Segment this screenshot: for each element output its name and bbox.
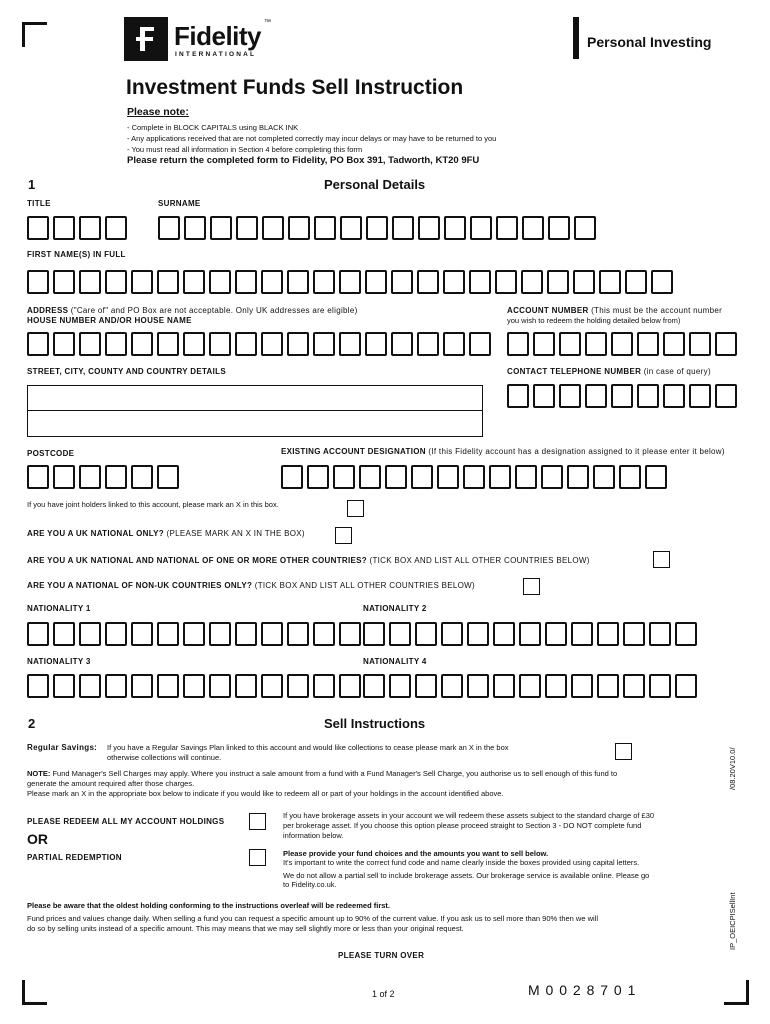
char-box[interactable] [559, 332, 581, 356]
corner-mark-top-left [22, 22, 47, 47]
char-box[interactable] [623, 622, 645, 646]
form-reference: M 0 0 2 8 7 0 1 [528, 982, 637, 998]
note-line-2: - Any applications received that are not completed correctly may incur delays or may have to be returned to you [127, 134, 497, 143]
section2-heading: Sell Instructions [324, 716, 426, 731]
char-box[interactable] [27, 674, 49, 698]
char-box[interactable] [105, 270, 127, 294]
char-box[interactable] [79, 622, 101, 646]
char-box[interactable] [105, 216, 127, 240]
char-box[interactable] [545, 674, 567, 698]
street-label: STREET, CITY, COUNTY AND COUNTRY DETAILS [27, 367, 226, 376]
non-uk-question [27, 581, 475, 590]
char-box[interactable] [79, 674, 101, 698]
char-box[interactable] [391, 270, 413, 294]
char-box[interactable] [27, 622, 49, 646]
char-box[interactable] [235, 622, 257, 646]
char-box[interactable] [235, 332, 257, 356]
char-box[interactable] [645, 465, 667, 489]
brand-tm: ™ [264, 19, 271, 26]
char-box[interactable] [392, 216, 414, 240]
char-box[interactable] [365, 270, 387, 294]
char-box[interactable] [307, 465, 329, 489]
joint-holders-text: If you have joint holders linked to this account, please mark an X in this box. [27, 500, 279, 509]
char-box[interactable] [287, 270, 309, 294]
char-box[interactable] [597, 622, 619, 646]
return-address: Please return the completed form to Fidelity, PO Box 391, Tadworth, KT20 9FU [127, 155, 480, 166]
title-boxes[interactable] [27, 216, 131, 240]
char-box[interactable] [131, 332, 153, 356]
char-box[interactable] [339, 332, 361, 356]
char-box[interactable] [27, 465, 49, 489]
char-box[interactable] [467, 622, 489, 646]
phone-label-text: CONTACT TELEPHONE NUMBER [507, 367, 642, 376]
char-box[interactable] [649, 674, 671, 698]
nationality-3-label: NATIONALITY 3 [27, 657, 91, 666]
side-code-version: /08.20V10.0/ [728, 747, 737, 790]
designation-label [281, 447, 725, 456]
uk-and-other-note: (TICK BOX AND LIST ALL OTHER COUNTRIES BELOW) [369, 556, 590, 565]
or-label: OR [27, 831, 48, 847]
char-box[interactable] [261, 674, 283, 698]
char-box[interactable] [493, 674, 515, 698]
nationality-4-label: NATIONALITY 4 [363, 657, 427, 666]
title-label: TITLE [27, 199, 51, 208]
char-box[interactable] [314, 216, 336, 240]
char-box[interactable] [53, 674, 75, 698]
regular-savings-label: Regular Savings: [27, 743, 98, 752]
brokerage-text-1: If you have brokerage assets in your account we will redeem these assets subject to the standard charge of £30 [283, 811, 655, 820]
char-box[interactable] [417, 270, 439, 294]
char-box[interactable] [287, 622, 309, 646]
note-text-1: Fund Manager's Sell Charges may apply. Where you instruct a sale amount from a fund with a Fund Manager's Sell Charge, you authorise us to sell enough of this fund to [52, 769, 618, 778]
notes-heading: Please note: [127, 106, 189, 118]
char-box[interactable] [236, 216, 258, 240]
phone-note: (in case of query) [643, 367, 711, 376]
redeem-all-label: PLEASE REDEEM ALL MY ACCOUNT HOLDINGS [27, 817, 225, 826]
char-box[interactable] [418, 216, 440, 240]
address-note: ("Care of" and PO Box are not acceptable. Only UK addresses are eligible) [70, 306, 358, 315]
char-box[interactable] [389, 622, 411, 646]
page-number: 1 of 2 [372, 989, 395, 999]
char-box[interactable] [281, 465, 303, 489]
house-label: HOUSE NUMBER AND/OR HOUSE NAME [27, 316, 192, 325]
char-box[interactable] [593, 465, 615, 489]
nationality-4-boxes[interactable] [363, 674, 701, 698]
char-box[interactable] [313, 674, 335, 698]
brand-name: Fidelity [174, 21, 262, 51]
char-box[interactable] [441, 674, 463, 698]
char-box[interactable] [235, 270, 257, 294]
uk-only-label: ARE YOU A UK NATIONAL ONLY? [27, 529, 164, 538]
char-box[interactable] [340, 216, 362, 240]
char-box[interactable] [637, 384, 659, 408]
regular-savings-text-2: otherwise collections will continue. [107, 753, 222, 762]
non-uk-note: (TICK BOX AND LIST ALL OTHER COUNTRIES BELOW) [254, 581, 475, 590]
char-box[interactable] [611, 384, 633, 408]
char-box[interactable] [183, 622, 205, 646]
account-label [507, 306, 722, 315]
char-box[interactable] [415, 622, 437, 646]
note-text-3: Please mark an X in the appropriate box below to indicate if you would like to redeem all or part of your holdings in the account identified above. [27, 789, 504, 798]
division-label: Personal Investing [587, 34, 712, 50]
char-box[interactable] [389, 674, 411, 698]
char-box[interactable] [105, 465, 127, 489]
char-box[interactable] [571, 622, 593, 646]
char-box[interactable] [363, 674, 385, 698]
house-boxes[interactable] [27, 332, 495, 356]
partial-redemption-checkbox[interactable] [249, 849, 266, 866]
corner-mark-bottom-left [22, 980, 47, 1005]
char-box[interactable] [415, 674, 437, 698]
char-box[interactable] [287, 332, 309, 356]
note-line-3: - You must read all information in Section 4 before completing this form [127, 145, 363, 154]
brokerage-text-2: per brokerage asset. If you choose this option please proceed straight to Section 3 - DO NOT complete fund [283, 821, 642, 830]
char-box[interactable] [637, 332, 659, 356]
char-box[interactable] [567, 465, 589, 489]
char-box[interactable] [496, 216, 518, 240]
designation-note: (If this Fidelity account has a designation assigned to it please enter it below) [428, 447, 725, 456]
turn-over-text: PLEASE TURN OVER [338, 951, 425, 960]
char-box[interactable] [210, 216, 232, 240]
char-box[interactable] [585, 332, 607, 356]
char-box[interactable] [675, 622, 697, 646]
uk-and-other-label: ARE YOU A UK NATIONAL AND NATIONAL OF ONE OR MORE OTHER COUNTRIES? [27, 556, 367, 565]
note-text-2: generate the amount required after those charges. [27, 779, 195, 788]
char-box[interactable] [715, 332, 737, 356]
char-box[interactable] [489, 465, 511, 489]
nationality-2-label: NATIONALITY 2 [363, 604, 427, 613]
char-box[interactable] [53, 216, 75, 240]
char-box[interactable] [209, 622, 231, 646]
logo-mark-icon [124, 17, 168, 61]
address-label-text: ADDRESS [27, 306, 69, 315]
char-box[interactable] [261, 270, 283, 294]
char-box[interactable] [493, 622, 515, 646]
phone-label [507, 367, 711, 376]
char-box[interactable] [27, 332, 49, 356]
char-box[interactable] [333, 465, 355, 489]
char-box[interactable] [689, 384, 711, 408]
side-code-form: IP_OEICPISellInt [728, 892, 737, 950]
char-box[interactable] [411, 465, 433, 489]
char-box[interactable] [131, 622, 153, 646]
char-box[interactable] [157, 674, 179, 698]
brand-sub: INTERNATIONAL [175, 51, 257, 58]
fidelity-logo [124, 17, 274, 61]
char-box[interactable] [79, 270, 101, 294]
char-box[interactable] [507, 332, 529, 356]
char-box[interactable] [443, 270, 465, 294]
char-box[interactable] [235, 674, 257, 698]
account-note-2: you wish to redeem the holding detailed below from) [507, 316, 681, 325]
char-box[interactable] [79, 332, 101, 356]
designation-label-text: EXISTING ACCOUNT DESIGNATION [281, 447, 426, 456]
prices-text-1: Fund prices and values change daily. When selling a fund you can request a specific amount up to 90% of the current value. If you ask us to sell more than 90% then we will [27, 914, 599, 923]
section2-number: 2 [28, 716, 36, 731]
provide-text: It's important to write the correct fund code and name clearly inside the boxes provided using capital letters. [283, 858, 640, 867]
street-field-2[interactable] [27, 411, 483, 437]
char-box[interactable] [184, 216, 206, 240]
char-box[interactable] [365, 332, 387, 356]
partial-note-1: We do not allow a partial sell to include brokerage assets. Our brokerage service is available online. Please go [283, 871, 650, 880]
char-box[interactable] [548, 216, 570, 240]
char-box[interactable] [441, 622, 463, 646]
char-box[interactable] [649, 622, 671, 646]
page-title: Investment Funds Sell Instruction [126, 76, 464, 99]
char-box[interactable] [261, 332, 283, 356]
char-box[interactable] [467, 674, 489, 698]
section1-number: 1 [28, 177, 36, 192]
char-box[interactable] [209, 270, 231, 294]
char-box[interactable] [437, 465, 459, 489]
char-box[interactable] [53, 270, 75, 294]
char-box[interactable] [469, 332, 491, 356]
char-box[interactable] [363, 622, 385, 646]
phone-boxes[interactable] [507, 384, 741, 408]
char-box[interactable] [105, 332, 127, 356]
char-box[interactable] [366, 216, 388, 240]
char-box[interactable] [611, 332, 633, 356]
non-uk-label: ARE YOU A NATIONAL OF NON-UK COUNTRIES ONLY? [27, 581, 253, 590]
char-box[interactable] [183, 270, 205, 294]
char-box[interactable] [339, 622, 361, 646]
char-box[interactable] [515, 465, 537, 489]
note-label: NOTE: [27, 769, 51, 778]
nationality-3-boxes[interactable] [27, 674, 365, 698]
regular-savings-text-1: If you have a Regular Savings Plan linked to this account and would like collections to cease please mark an X in the box [107, 743, 509, 752]
char-box[interactable] [105, 622, 127, 646]
char-box[interactable] [183, 674, 205, 698]
partial-note-2: to Fidelity.co.uk. [283, 880, 337, 889]
char-box[interactable] [391, 332, 413, 356]
char-box[interactable] [157, 332, 179, 356]
designation-boxes[interactable] [281, 465, 671, 489]
char-box[interactable] [571, 674, 593, 698]
header-divider-bar [573, 17, 579, 59]
char-box[interactable] [261, 622, 283, 646]
nationality-1-label: NATIONALITY 1 [27, 604, 91, 613]
partial-redemption-label: PARTIAL REDEMPTION [27, 853, 122, 862]
char-box[interactable] [585, 384, 607, 408]
oldest-holding-text: Please be aware that the oldest holding conforming to the instructions overleaf will be redeemed first. [27, 901, 390, 910]
regular-savings-checkbox[interactable] [615, 743, 632, 760]
char-box[interactable] [313, 622, 335, 646]
char-box[interactable] [131, 465, 153, 489]
char-box[interactable] [689, 332, 711, 356]
note-line-1: - Complete in BLOCK CAPITALS using BLACK INK [127, 123, 299, 132]
char-box[interactable] [157, 622, 179, 646]
char-box[interactable] [573, 270, 595, 294]
char-box[interactable] [533, 332, 555, 356]
char-box[interactable] [131, 674, 153, 698]
char-box[interactable] [522, 216, 544, 240]
non-uk-checkbox[interactable] [523, 578, 540, 595]
char-box[interactable] [313, 270, 335, 294]
surname-boxes[interactable] [158, 216, 600, 240]
char-box[interactable] [158, 216, 180, 240]
char-box[interactable] [183, 332, 205, 356]
corner-mark-bottom-right [724, 980, 749, 1005]
char-box[interactable] [519, 674, 541, 698]
char-box[interactable] [444, 216, 466, 240]
postcode-label: POSTCODE [27, 449, 75, 458]
char-box[interactable] [495, 270, 517, 294]
char-box[interactable] [262, 216, 284, 240]
nationality-2-boxes[interactable] [363, 622, 701, 646]
char-box[interactable] [443, 332, 465, 356]
char-box[interactable] [339, 674, 361, 698]
char-box[interactable] [79, 216, 101, 240]
char-box[interactable] [470, 216, 492, 240]
postcode-boxes[interactable] [27, 465, 183, 489]
prices-text-2: do so by selling units instead of a specific amount. This may means that we may sell slightly more or less than your original request. [27, 924, 464, 933]
char-box[interactable] [53, 332, 75, 356]
firstnames-label: FIRST NAME(S) IN FULL [27, 250, 126, 259]
char-box[interactable] [519, 622, 541, 646]
account-note-1: (This must be the account number [591, 306, 723, 315]
char-box[interactable] [313, 332, 335, 356]
char-box[interactable] [209, 674, 231, 698]
char-box[interactable] [339, 270, 361, 294]
char-box[interactable] [675, 674, 697, 698]
nationality-1-boxes[interactable] [27, 622, 365, 646]
char-box[interactable] [287, 674, 309, 698]
uk-only-checkbox[interactable] [335, 527, 352, 544]
char-box[interactable] [623, 674, 645, 698]
char-box[interactable] [541, 465, 563, 489]
char-box[interactable] [599, 270, 621, 294]
char-box[interactable] [651, 270, 673, 294]
char-box[interactable] [417, 332, 439, 356]
char-box[interactable] [559, 384, 581, 408]
char-box[interactable] [53, 465, 75, 489]
char-box[interactable] [157, 465, 179, 489]
provide-bold: Please provide your fund choices and the amounts you want to sell below. [283, 849, 549, 858]
uk-and-other-checkbox[interactable] [653, 551, 670, 568]
uk-only-note: (PLEASE MARK AN X IN THE BOX) [166, 529, 305, 538]
char-box[interactable] [469, 270, 491, 294]
char-box[interactable] [27, 270, 49, 294]
account-number-boxes[interactable] [507, 332, 741, 356]
char-box[interactable] [663, 332, 685, 356]
char-box[interactable] [79, 465, 101, 489]
uk-and-other-question [27, 556, 590, 565]
char-box[interactable] [574, 216, 596, 240]
joint-holders-checkbox[interactable] [347, 500, 364, 517]
char-box[interactable] [105, 674, 127, 698]
redeem-all-checkbox[interactable] [249, 813, 266, 830]
account-label-text: ACCOUNT NUMBER [507, 306, 589, 315]
char-box[interactable] [597, 674, 619, 698]
char-box[interactable] [131, 270, 153, 294]
char-box[interactable] [507, 384, 529, 408]
uk-only-question [27, 529, 305, 538]
char-box[interactable] [359, 465, 381, 489]
address-label [27, 306, 358, 315]
surname-label: SURNAME [158, 199, 201, 208]
char-box[interactable] [715, 384, 737, 408]
char-box[interactable] [533, 384, 555, 408]
char-box[interactable] [27, 216, 49, 240]
section1-heading: Personal Details [324, 177, 426, 192]
char-box[interactable] [619, 465, 641, 489]
char-box[interactable] [545, 622, 567, 646]
char-box[interactable] [385, 465, 407, 489]
note-line-a [27, 769, 617, 779]
street-field-1[interactable] [27, 385, 483, 411]
char-box[interactable] [547, 270, 569, 294]
char-box[interactable] [625, 270, 647, 294]
firstnames-boxes[interactable] [27, 270, 677, 294]
char-box[interactable] [209, 332, 231, 356]
char-box[interactable] [521, 270, 543, 294]
char-box[interactable] [463, 465, 485, 489]
char-box[interactable] [288, 216, 310, 240]
char-box[interactable] [53, 622, 75, 646]
char-box[interactable] [663, 384, 685, 408]
char-box[interactable] [157, 270, 179, 294]
brokerage-text-3: information below. [283, 831, 344, 840]
